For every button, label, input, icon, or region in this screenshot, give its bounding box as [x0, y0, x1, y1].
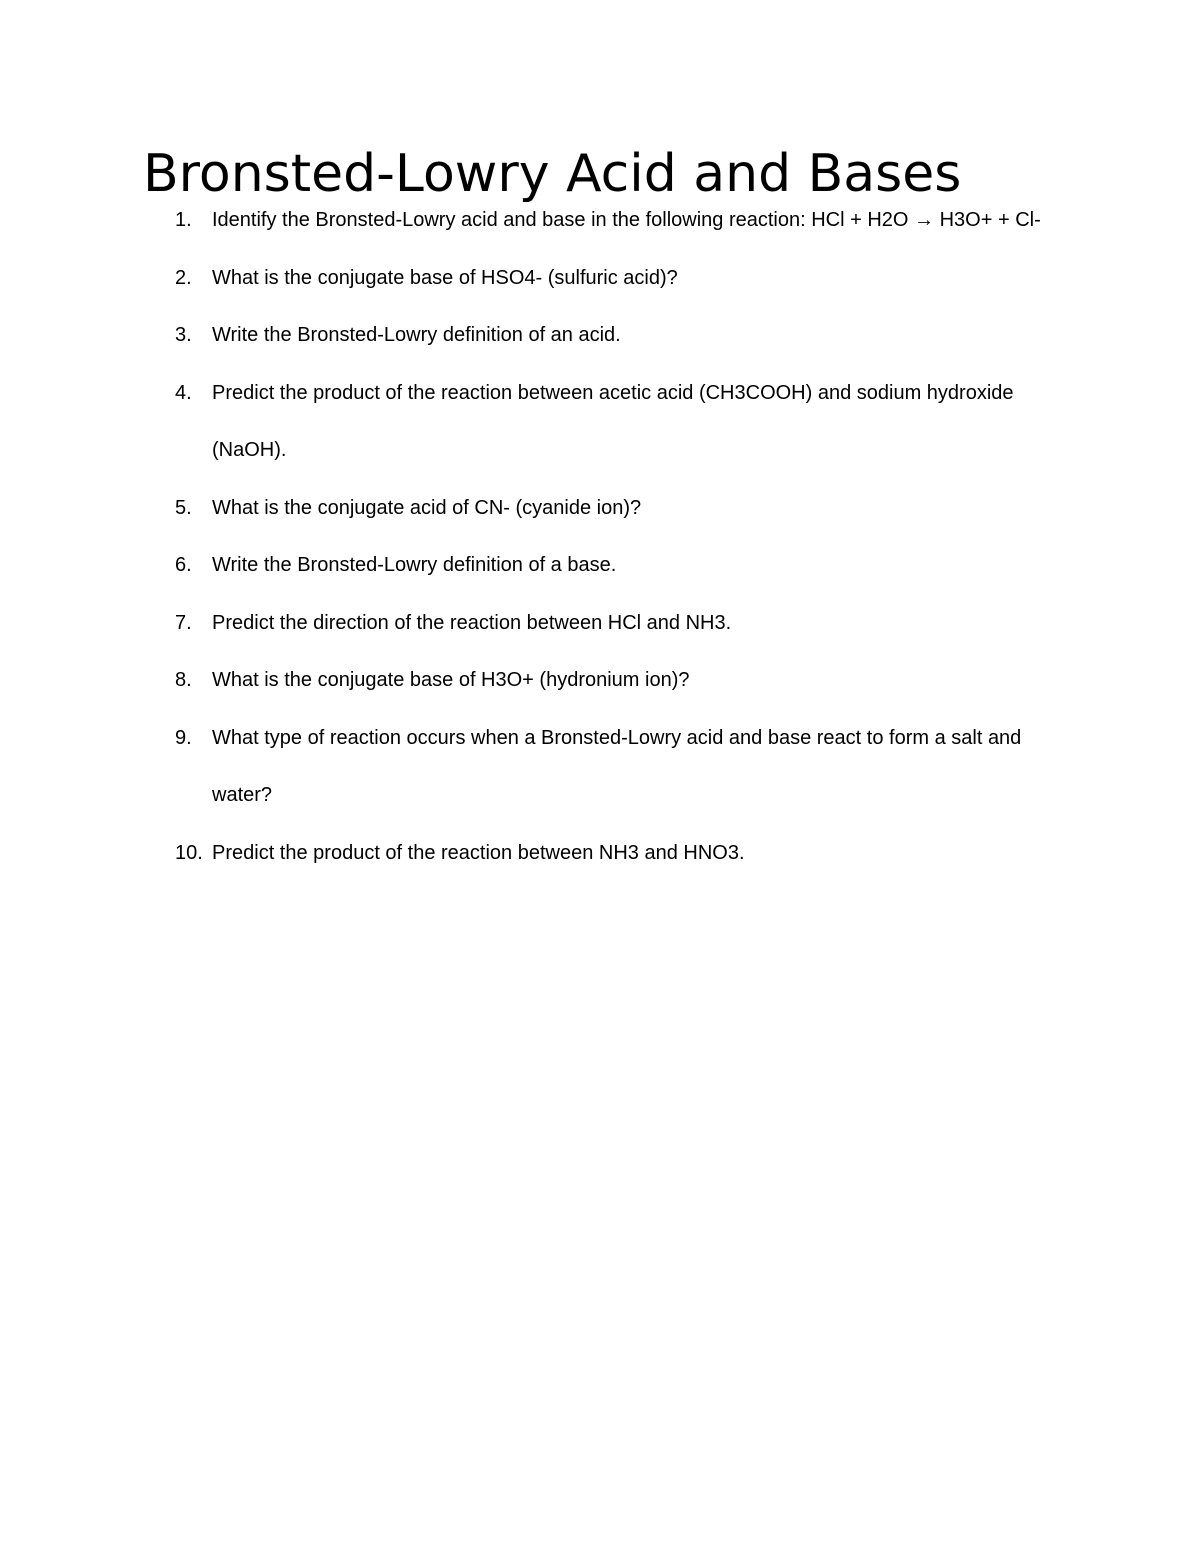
question-item-7	[175, 595, 1055, 653]
question-text: What is the conjugate acid of CN- (cyanide ion)?	[212, 496, 642, 519]
question-item-4	[175, 365, 1055, 480]
question-list	[175, 192, 1055, 882]
question-text: Predict the product of the reaction between acetic acid (CH3COOH) and sodium hydroxide (NaOH).	[212, 381, 1014, 461]
question-item-5	[175, 480, 1055, 538]
question-number: 10.	[175, 841, 203, 864]
document-title: Bronsted-Lowry Acid and Bases	[143, 144, 962, 204]
question-item-6	[175, 537, 1055, 595]
question-text: What type of reaction occurs when a Bronsted-Lowry acid and base react to form a salt and water?	[212, 726, 1022, 806]
question-text: Write the Bronsted-Lowry definition of a base.	[212, 554, 617, 576]
question-text: Predict the product of the reaction between NH3 and HNO3.	[212, 841, 745, 864]
question-number: 3.	[175, 324, 192, 346]
question-item-2	[175, 250, 1055, 308]
question-item-3	[175, 307, 1055, 365]
question-item-9	[175, 710, 1055, 825]
question-number: 1.	[175, 209, 192, 231]
question-number: 9.	[175, 726, 192, 749]
question-number: 5.	[175, 496, 192, 519]
question-number: 2.	[175, 266, 192, 289]
question-item-10	[175, 825, 1055, 883]
question-text: Predict the direction of the reaction between HCl and NH3.	[212, 611, 732, 634]
question-number: 7.	[175, 611, 192, 634]
question-number: 8.	[175, 669, 192, 691]
question-text: What is the conjugate base of H3O+ (hydronium ion)?	[212, 669, 690, 691]
question-item-1	[175, 192, 1055, 250]
question-number: 4.	[175, 381, 192, 404]
question-text: Write the Bronsted-Lowry definition of an acid.	[212, 324, 621, 346]
question-text: What is the conjugate base of HSO4- (sulfuric acid)?	[212, 266, 678, 289]
question-item-8	[175, 652, 1055, 710]
question-number: 6.	[175, 554, 192, 576]
question-text: Identify the Bronsted-Lowry acid and base in the following reaction: HCl + H2O → H3O+ + Cl-	[212, 209, 1041, 231]
